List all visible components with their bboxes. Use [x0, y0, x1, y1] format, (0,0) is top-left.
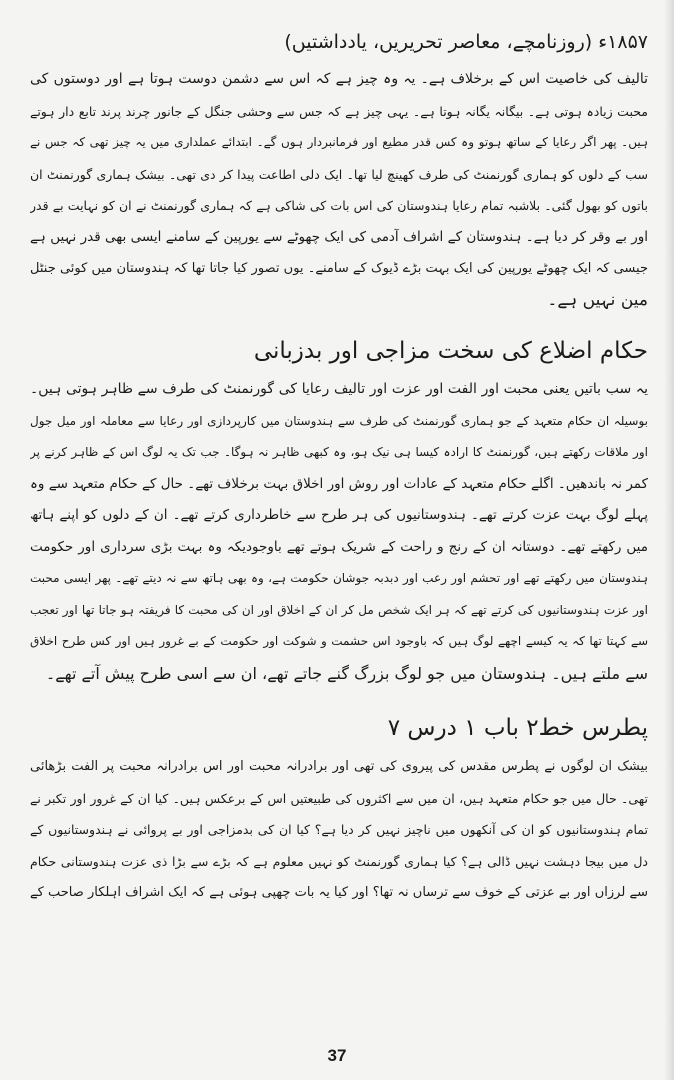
paragraph-1 [30, 64, 648, 316]
paragraph-3 [30, 751, 648, 909]
text-line: سے ملتے ہیں۔ ہندوستان میں جو لوگ بزرگ گنے جاتے تھے، ان سے اسی طرح پیش آتے تھے۔ [45, 663, 648, 683]
text-line: تھی۔ حال میں جو حکام متعہد ہیں، ان میں سے اکثروں کی طبیعتیں اس کے برعکس ہیں۔ کیا ان کے غرور اور تکبر نے [30, 790, 648, 806]
text-line: سے لرزاں اور بے عزتی کے خوف سے ترساں نہ تھا؟ اور کیا یہ بات چھپی ہوئی ہے کہ ایک اشراف اہلکار صاحب کے [30, 885, 648, 900]
text-line: باتوں کو بھول گئی۔ بلاشبہ تمام رعایا ہندوستان کی اس بات کی شاکی ہے کہ ہماری گورنمنٹ نے ان کو نہایت بے قدر [30, 198, 648, 213]
text-line: جیسی کہ ایک چھوٹے یورپین کی ایک بہت بڑے ڈیوک کے سامنے۔ یوں تصور کیا جاتا تھا کہ ہندوستان میں کوئی جنٹل [30, 261, 648, 276]
text-line: ہیں۔ پھر اگر رعایا کے ساتھ ہوتو وہ کس قدر مطیع اور فرمانبردار ہوں گے۔ ابتدائے عملداری میں یہ چیز تھی کہ جس نے [30, 135, 648, 149]
text-line: اور بے وقر کر دیا ہے۔ ہندوستان کے اشراف آدمی کی ایک چھوٹے سے یورپین کے سامنے ایسی بھی قدر نہیں ہے [30, 228, 648, 245]
text-line: تمام ہندوستانیوں کو ان کی آنکھوں میں ناچیز نہیں کر دیا ہے؟ کیا ان کی بدمزاجی اور بے پروائی نے ہندوستانیوں کے [30, 822, 648, 837]
text-line: ہندوستان میں رکھتے تھے اور تحشم اور رعب اور دبدبہ جوشان حکومت ہے، وہ بھی ہاتھ سے نہ دیتے تھے۔ پھر ایسی محبت [30, 571, 648, 585]
text-line: پہلے لوگ بہت عزت کرتے تھے۔ ہندوستانیوں کی ہر طرح سے خاطرداری کرتے تھے۔ ان کے دلوں کو اپنے ہاتھ [30, 507, 648, 523]
page-edge-shadow [664, 0, 674, 1080]
section-heading: حکام اضلاع کی سخت مزاجی اور بدزبانی [253, 338, 648, 364]
text-line: سے کہتا تھا کہ یہ کیسے اچھے لوگ ہیں کہ باوجود اس حشمت و شوکت اور حکومت کے بے غرور ہیں اور کس طرح اخلاق [30, 634, 648, 648]
text-line: محبت زیادہ ہوتی ہے۔ بیگانہ یگانہ ہوتا ہے۔ یہی چیز ہے کہ جس سے وحشی جنگل کے جانور چرند پرند تابع دار ہوتے [30, 103, 648, 119]
text-line: دل میں بیجا دہشت نہیں ڈالی ہے؟ کیا ہماری گورنمنٹ کو نہیں معلوم ہے کہ بڑے سے بڑا ذی عزت ہندوستانی حکام [30, 853, 648, 869]
paragraph-2 [30, 374, 648, 689]
page-number: 37 [327, 1046, 347, 1065]
running-header: ۱۸۵۷ء (روزنامچے، معاصر تحریریں، یادداشتیں) [284, 31, 648, 53]
text-line: اور عزت ہندوستانیوں کی کرتے تھے کہ ہر ایک شخص مل کر ان کے اخلاق اور ان کی محبت کا فریفتہ ہو جاتا تھا اور تعجب [30, 602, 648, 617]
text-line: یہ سب باتیں یعنی محبت اور الفت اور عزت اور تالیف رعایا کی گورنمنٹ کی طرف سے ظاہر ہوتی ہیں۔ [30, 381, 648, 397]
text-line: میں رکھتے تھے۔ دوستانہ ان کے رنج و راحت کے شریک ہوتے تھے باوجودیکہ وہ بہت بڑی سرداری اور حکومت [30, 538, 648, 555]
text-line: مین نہیں ہے۔ [547, 289, 648, 310]
text-line: اور ملاقات رکھتے ہیں، گورنمنٹ کا ارادہ کیسا ہی نیک ہو، وہ کبھی ظاہر نہ ہوگا۔ جب تک یہ لوگ اس کے ظاہر کرنے پر [30, 445, 648, 459]
text-line: کمر نہ باندھیں۔ اگلے حکام متعہد کے عادات اور روش اور اخلاق بہت برخلاف تھے۔ حال کے حکام متعہد سے وہ [30, 475, 648, 492]
text-line: بوسیلہ ان حکام متعہد کے جو ہماری گورنمنٹ کی طرف سے ہندوستان میں کارپردازی اور رعایا سے معاملہ اور میل جول [30, 413, 648, 428]
text-line: تالیف کی خاصیت اس کے برخلاف ہے۔ یہ وہ چیز ہے کہ اس سے دشمن دوست ہوتا ہے اور دوستوں کی [30, 71, 648, 87]
text-line: بیشک ان لوگوں نے پطرس مقدس کی پیروی کی تھی اور برادرانہ محبت اور اس برادرانہ محبت پر الفت بڑھائی [30, 759, 648, 774]
text-line: سب کے دلوں کو ہماری گورنمنٹ کی طرف کھینچ لیا تھا۔ ایک دلی اطاعت پیدا کر دی تھی۔ بیشک ہماری گورنمنٹ ان [30, 166, 648, 182]
scripture-reference-heading: پطرس خط۲ باب ۱ درس ۷ [387, 715, 648, 741]
